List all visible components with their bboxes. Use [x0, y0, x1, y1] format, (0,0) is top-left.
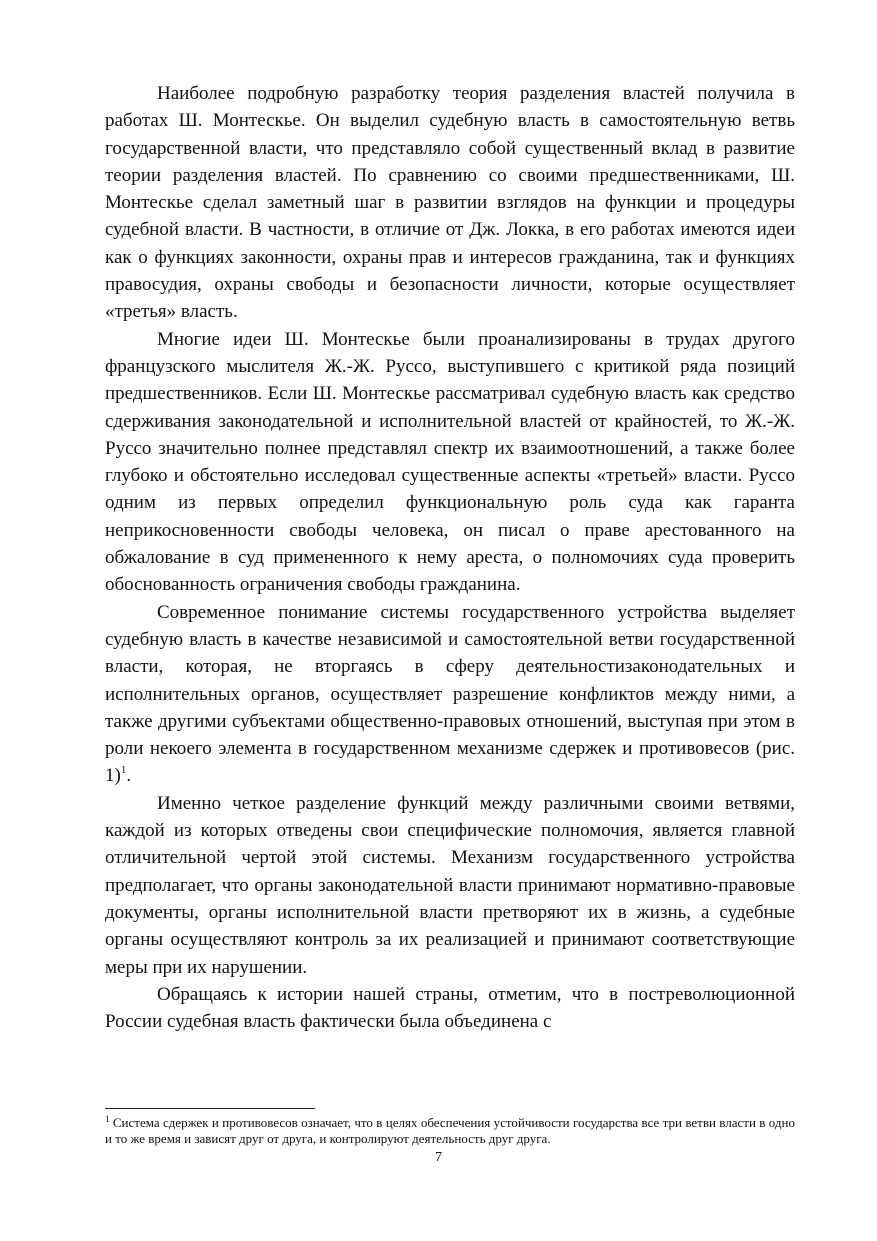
footnote-separator	[105, 1108, 315, 1109]
page-number: 7	[435, 1150, 442, 1165]
paragraph-2-text: Многие идеи Ш. Монтескье были проанализированы в трудах другого французского мыслителя Ж.-Ж. Руссо, выступившего с критикой ряда позиций предшественников. Если Ш. Монтескье рассматривал судебную власть как средство сдерживания законодательной и исполнительной властей от крайностей, то Ж.-Ж. Руссо значительно полнее представлял спектр их взаимоотношений, а также более глубоко и обстоятельно исследовал существенные аспекты «третьей» власти. Руссо одним из первых определил функциональную роль суда как гаранта неприкосновенности свободы человека, он писал о праве арестованного на обжалование в суд примененного к нему ареста, о полномочиях суда проверить обоснованность ограничения свободы гражданина.	[105, 328, 795, 596]
paragraph-5	[105, 981, 795, 1036]
paragraph-3	[105, 599, 795, 790]
paragraph-5-text: Обращаясь к истории нашей страны, отметим, что в постреволюционной России судебная власть фактически была объединена с	[105, 983, 795, 1033]
footnote	[105, 1115, 795, 1147]
paragraph-2	[105, 326, 795, 599]
document-body	[105, 80, 795, 1035]
paragraph-1-text: Наиболее подробную разработку теория разделения властей получила в работах Ш. Монтескье. Он выделил судебную власть в самостоятельную ветвь государственной власти, что представляло собой существенный вклад в развитие теории разделения властей. По сравнению со своими предшественниками, Ш. Монтескье сделал заметный шаг в развитии взглядов на функции и процедуры судебной власти. В частности, в отличие от Дж. Локка, в его работах имеются идеи как о функциях законности, охраны прав и интересов гражданина, так и функциях правосудия, охраны свободы и безопасности личности, которые осуществляет «третья» власть.	[105, 83, 795, 323]
footnote-text: Система сдержек и противовесов означает, что в целях обеспечения устойчивости государства все три ветви власти в одно и то же время и зависят друг от друга, и контролируют деятельность друг друга.	[105, 1115, 795, 1146]
paragraph-4	[105, 790, 795, 981]
paragraph-4-text: Именно четкое разделение функций между различными своими ветвями, каждой из которых отведены свои специфические полномочия, является главной отличительной чертой этой системы. Механизм государственного устройства предполагает, что органы законодательной власти принимают нормативно-правовые документы, органы исполнительной власти претворяют их в жизнь, а судебные органы осуществляют контроль за их реализацией и принимают соответствующие меры при их нарушении.	[105, 792, 795, 978]
paragraph-1	[105, 80, 795, 326]
paragraph-3-text: Современное понимание системы государственного устройства выделяет судебную власть в качестве независимой и самостоятельной ветви государственной власти, которая, не вторгаясь в сферу деятельностизаконодательных и исполнительных органов, осуществляет разрешение конфликтов между ними, а также другими субъектами общественно-правовых отношений, выступая при этом в роли некоего элемента в государственном механизме сдержек и противовесов (рис. 1)	[105, 601, 795, 787]
footnote-reference[interactable]: 1	[120, 764, 127, 777]
paragraph-3-end: .	[126, 765, 132, 787]
footnote-marker: 1	[105, 1114, 110, 1124]
